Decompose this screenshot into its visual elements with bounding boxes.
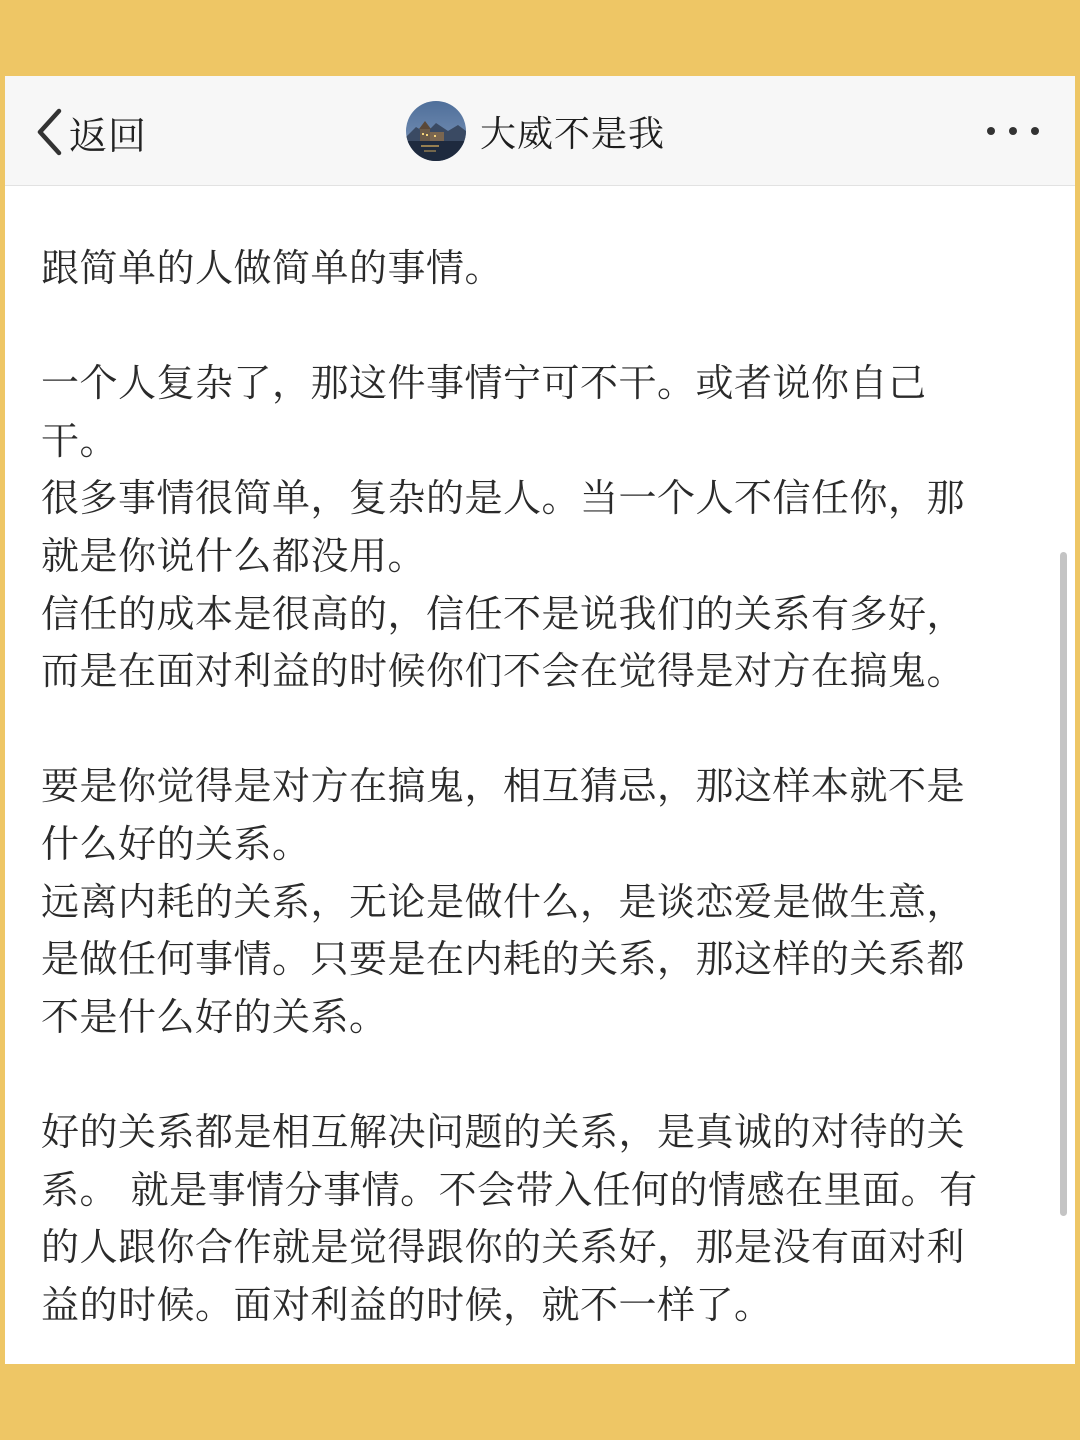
paragraph: 好的关系都是相互解决问题的关系，是真诚的对待的关 系。 就是事情分事情。不会带入任何的情感在里面。有 的人跟你合作就是觉得跟你的关系好，那是没有面对利 益的时候。面对利益的时候，就不一样了。 [41,1109,978,1327]
paragraph: 远离内耗的关系，无论是做什么，是谈恋爱是做生意， 是做任何事情。只要是在内耗的关系，那这样的关系都 不是什么好的关系。 [41,879,966,1039]
avatar[interactable] [406,101,466,161]
blank-line [41,701,1031,759]
more-button[interactable] [981,118,1045,144]
more-dots-icon [981,118,1045,144]
author-profile[interactable] [406,100,665,162]
scrollbar[interactable] [1060,552,1067,1216]
back-button[interactable] [33,106,147,158]
blank-line [41,298,1031,356]
paragraph: 跟简单的人做简单的事情。 [41,246,504,290]
note-content [41,240,1031,1334]
chevron-left-icon [33,106,67,158]
paragraph: 很多事情很简单，复杂的是人。当一个人不信任你，那 就是你说什么都没用。 [41,476,966,578]
paragraph: 要是你觉得是对方在搞鬼，相互猜忌，那这样本就不是 什么好的关系。 [41,764,966,866]
note-card [5,76,1075,1364]
author-name[interactable]: 大威不是我 [480,113,666,155]
paragraph: 一个人复杂了，那这件事情宁可不干。或者说你自己 干。 [41,361,927,463]
navigation-bar [5,76,1075,186]
paragraph: 信任的成本是很高的，信任不是说我们的关系有多好， 而是在面对利益的时候你们不会在觉得是对方在搞鬼。 [41,591,966,694]
back-label: 返回 [69,113,148,158]
blank-line [41,1046,1031,1104]
